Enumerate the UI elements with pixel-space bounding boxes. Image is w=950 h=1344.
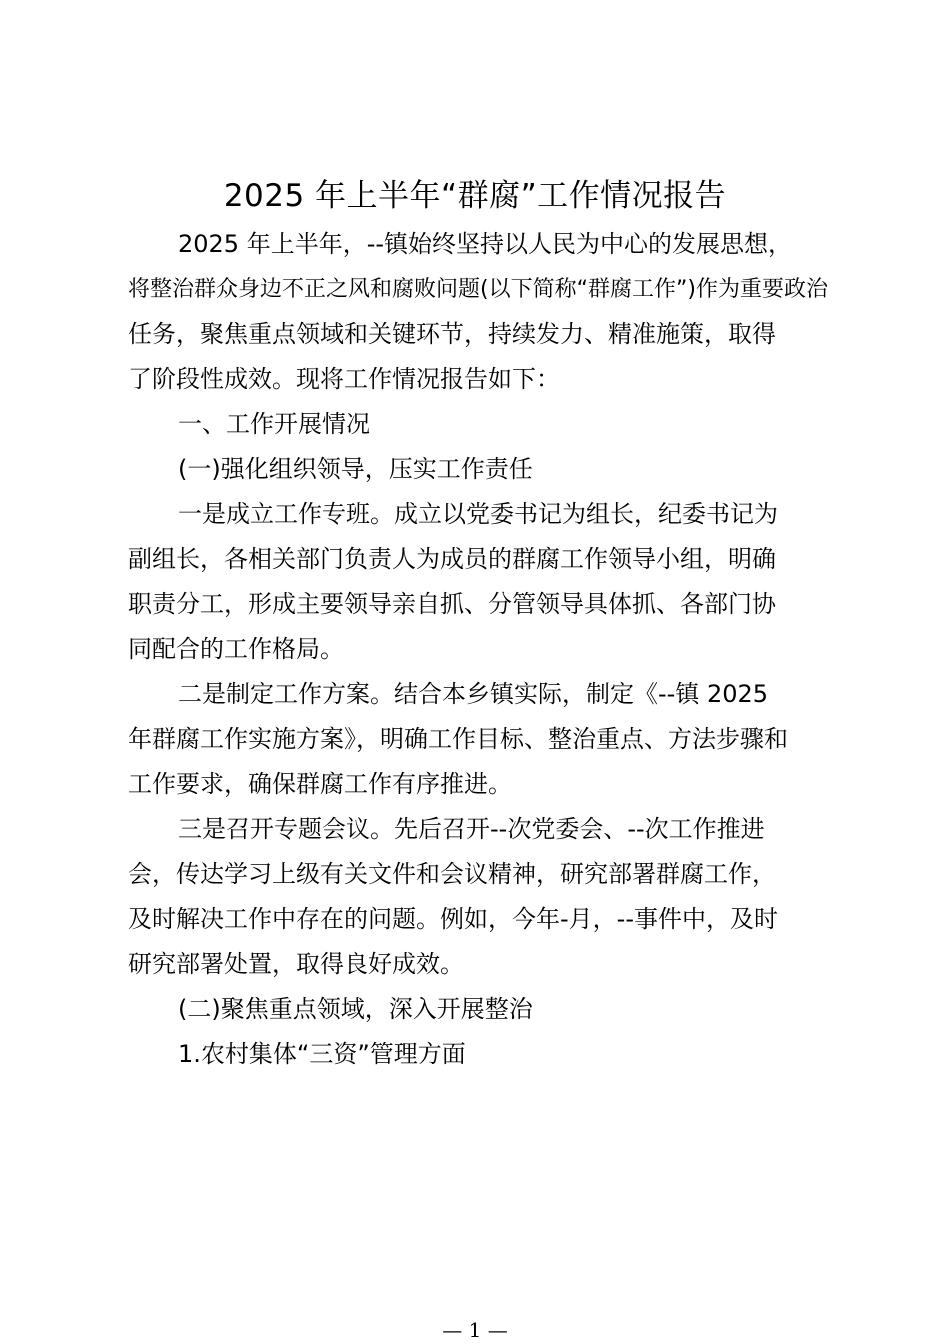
document-title: 2025 年上半年“群腐”工作情况报告 xyxy=(223,178,727,214)
item-heading: 1.农村集体“三资”管理方面 xyxy=(178,1040,466,1068)
document-body xyxy=(128,222,828,1077)
paragraph-line: 2025 年上半年，--镇始终坚持以人民为中心的发展思想， xyxy=(178,230,793,258)
page-number: — 1 — xyxy=(442,1318,508,1342)
paragraph-line: 三是召开专题会议。先后召开--次党委会、--次工作推进 xyxy=(178,815,765,843)
paragraph-line: 将整治群众身边不正之风和腐败问题(以下简称“群腐工作”)作为重要政治 xyxy=(128,277,828,302)
paragraph-line: 任务，聚焦重点领域和关键环节，持续发力、精准施策，取得 xyxy=(128,320,776,348)
paragraph-line: 及时解决工作中存在的问题。例如，今年-月，--事件中，及时 xyxy=(128,905,778,933)
paragraph-line: 一是成立工作专班。成立以党委书记为组长，纪委书记为 xyxy=(178,500,778,528)
paragraph-line: 研究部署处置，取得良好成效。 xyxy=(128,950,464,978)
paragraph-line: 职责分工，形成主要领导亲自抓、分管领导具体抓、各部门协 xyxy=(128,590,776,618)
paragraph-line: 二是制定工作方案。结合本乡镇实际，制定《--镇 2025 xyxy=(178,680,769,708)
paragraph-line: 会，传达学习上级有关文件和会议精神，研究部署群腐工作， xyxy=(128,860,776,888)
paragraph-line: 了阶段性成效。现将工作情况报告如下： xyxy=(128,365,560,393)
paragraph-line: 同配合的工作格局。 xyxy=(128,635,344,663)
paragraph-line: 年群腐工作实施方案》，明确工作目标、整治重点、方法步骤和 xyxy=(128,725,788,753)
subsection-heading: (二)聚焦重点领域，深入开展整治 xyxy=(178,995,533,1023)
paragraph-line: 工作要求，确保群腐工作有序推进。 xyxy=(128,770,512,798)
paragraph-line: 副组长，各相关部门负责人为成员的群腐工作领导小组，明确 xyxy=(128,545,776,573)
subsection-heading: (一)强化组织领导，压实工作责任 xyxy=(178,455,533,483)
section-heading: 一、工作开展情况 xyxy=(178,410,370,438)
